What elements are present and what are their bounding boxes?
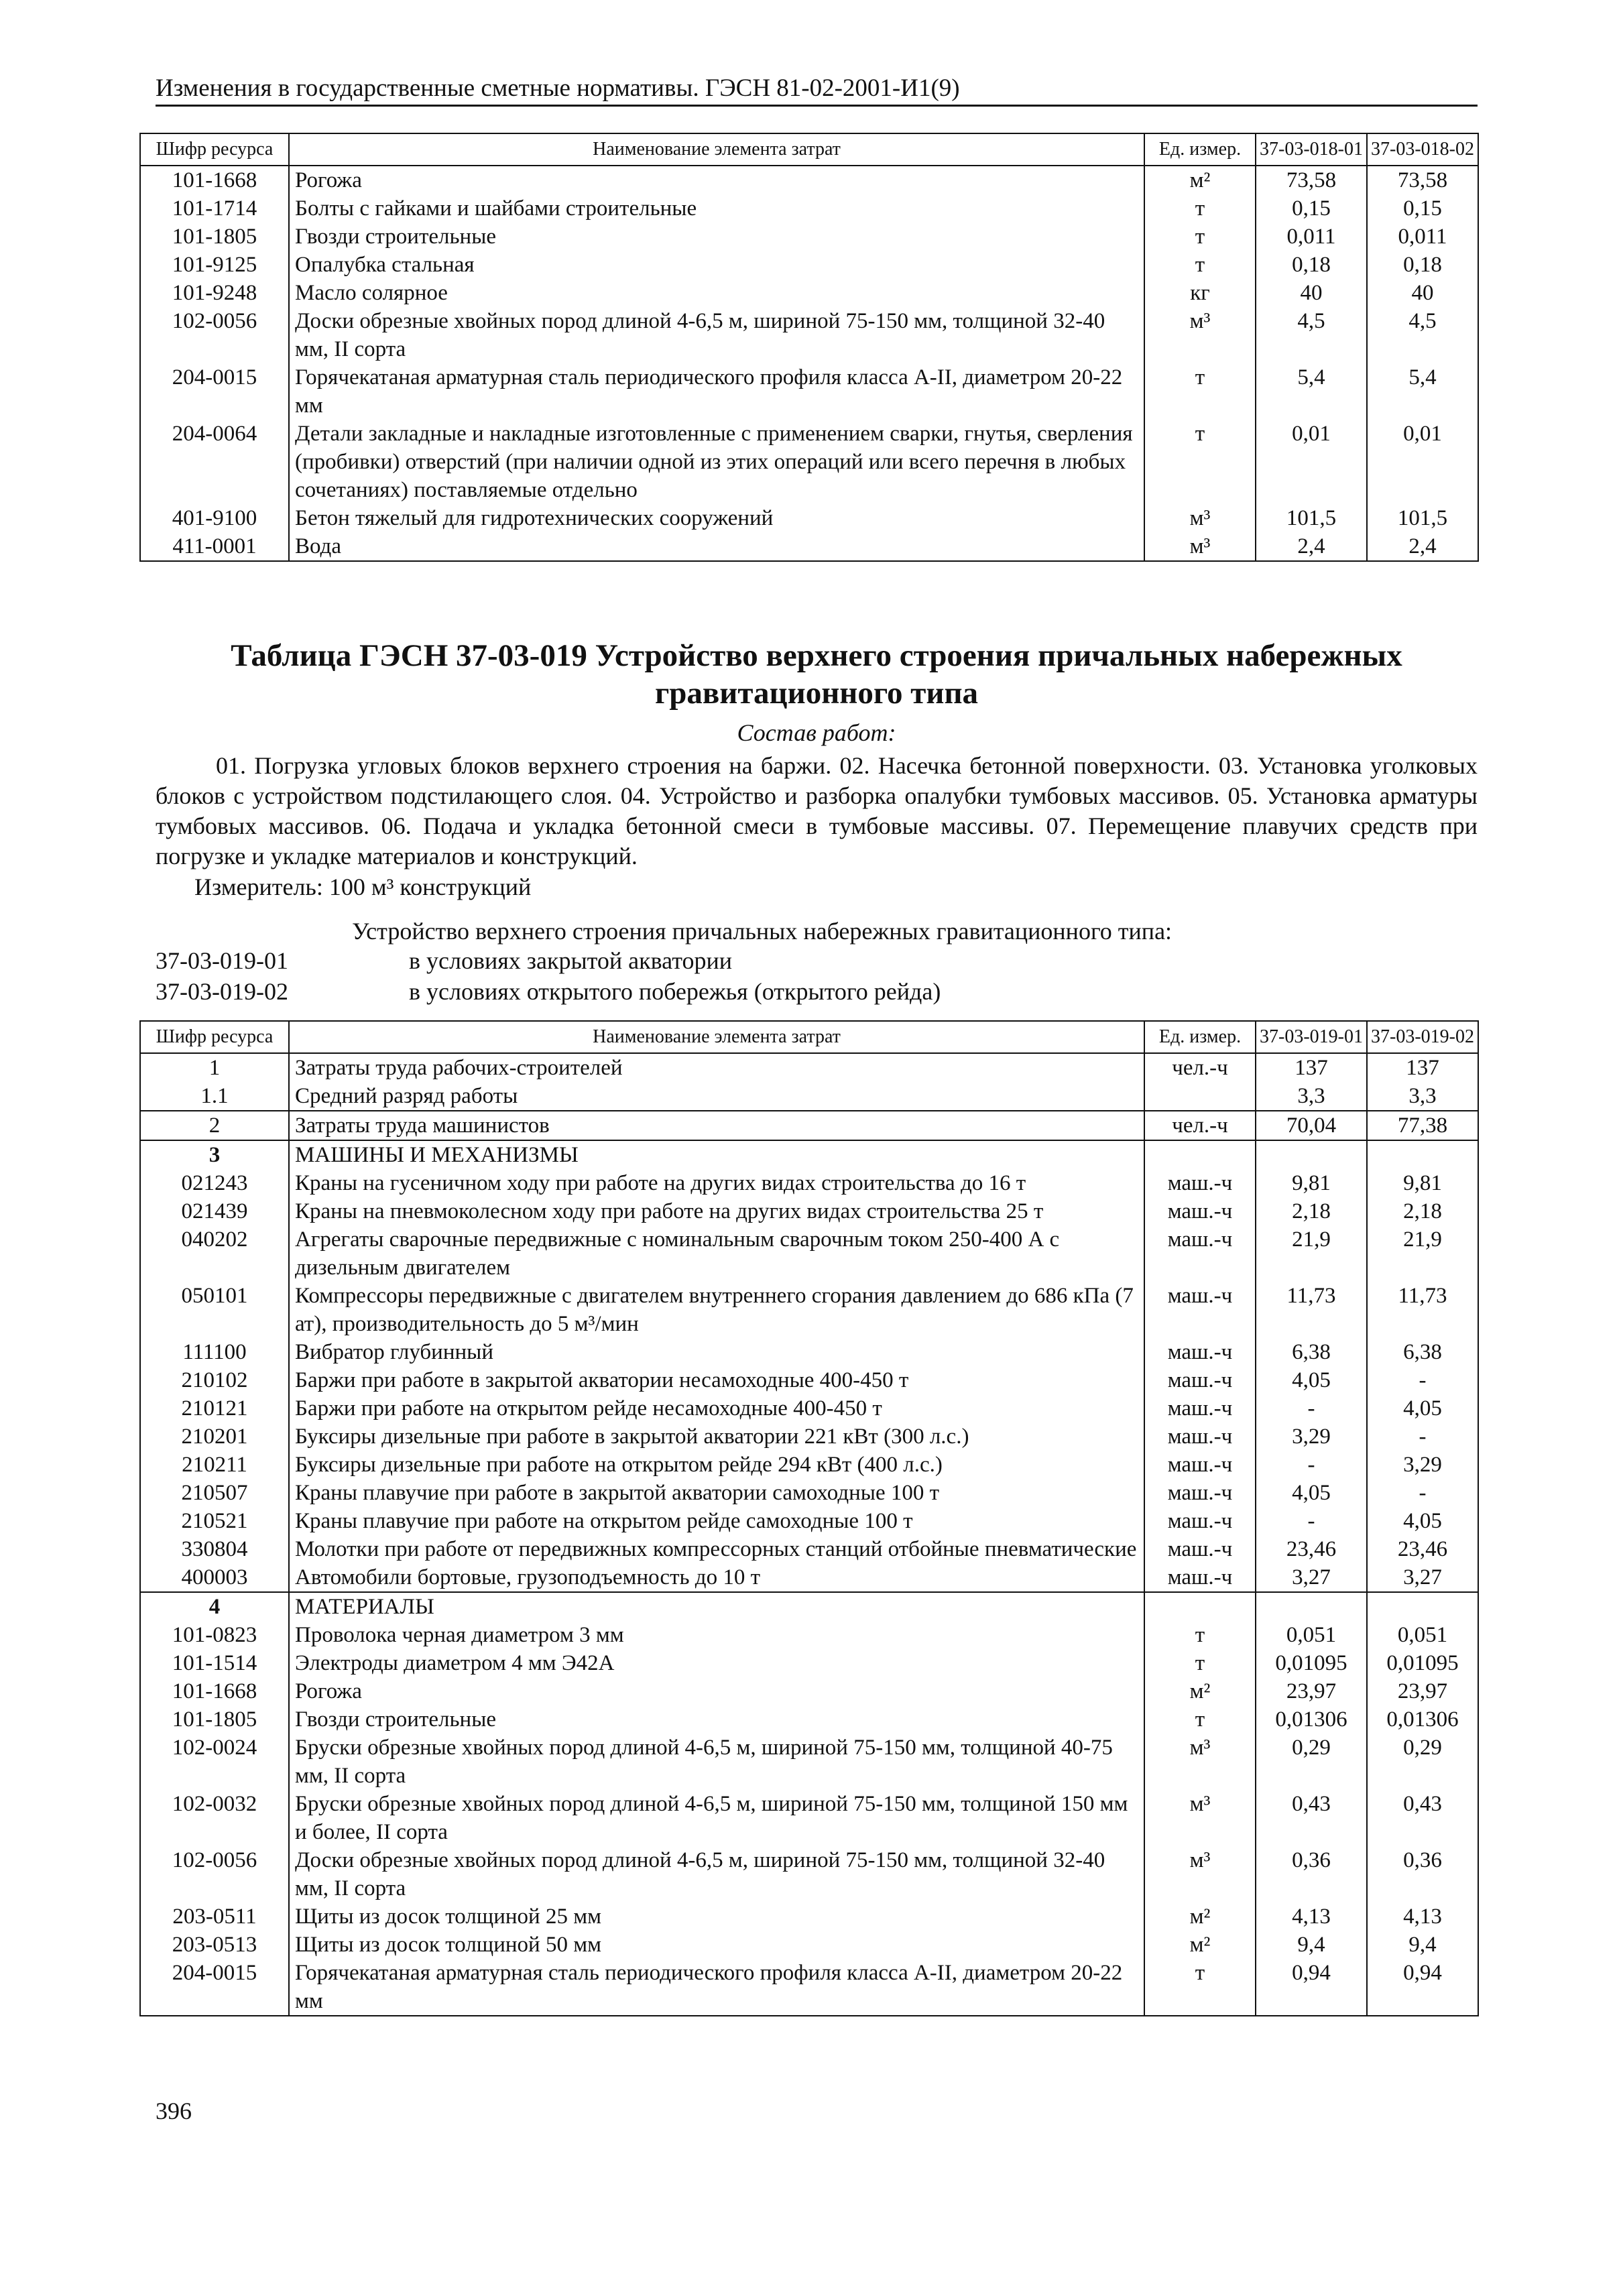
resource-code-cell: 400003 (140, 1563, 289, 1592)
value-cell: 77,38 (1367, 1111, 1478, 1140)
table-row (140, 1423, 1478, 1451)
value-cell: 0,29 (1367, 1734, 1478, 1790)
unit-cell: м² (1144, 1902, 1256, 1931)
variants-title: Устройство верхнего строения причальных набережных гравитационного типа: (352, 918, 1173, 945)
resource-name-cell: МАТЕРИАЛЫ (289, 1592, 1144, 1621)
table-header-row (140, 133, 1478, 166)
unit-cell: м³ (1144, 307, 1256, 363)
table-row (140, 1479, 1478, 1507)
value-cell: 9,4 (1256, 1931, 1367, 1959)
value-cell: 73,58 (1256, 166, 1367, 194)
value-cell (1367, 1592, 1478, 1621)
value-cell: 0,43 (1256, 1790, 1367, 1846)
value-cell: 0,051 (1367, 1621, 1478, 1649)
resource-code-cell: 210507 (140, 1479, 289, 1507)
resource-code-cell: 4 (140, 1592, 289, 1621)
unit-cell: маш.-ч (1144, 1197, 1256, 1225)
table-row (140, 279, 1478, 307)
table-row (140, 1535, 1478, 1563)
resource-name-cell: Молотки при работе от передвижных компрессорных станций отбойные пневматические (289, 1535, 1144, 1563)
value-cell: 3,3 (1256, 1082, 1367, 1111)
column-header: Шифр ресурса (140, 133, 289, 166)
value-cell: 0,43 (1367, 1790, 1478, 1846)
unit-cell: маш.-ч (1144, 1535, 1256, 1563)
resource-code-cell: 411-0001 (140, 532, 289, 561)
resource-code-cell: 102-0056 (140, 307, 289, 363)
resource-code-cell: 021439 (140, 1197, 289, 1225)
unit-cell: м² (1144, 1677, 1256, 1705)
table-row (140, 1790, 1478, 1846)
table-row (140, 1197, 1478, 1225)
unit-cell: чел.-ч (1144, 1053, 1256, 1082)
resource-name-cell: Краны на гусеничном ходу при работе на других видах строительства до 16 т (289, 1169, 1144, 1197)
unit-cell: маш.-ч (1144, 1423, 1256, 1451)
resource-name-cell: Доски обрезные хвойных пород длиной 4-6,5 м, шириной 75-150 мм, толщиной 32-40 мм, II сорта (289, 307, 1144, 363)
resource-code-cell: 101-1514 (140, 1649, 289, 1677)
resource-code-cell: 101-1805 (140, 1705, 289, 1734)
value-cell: 0,01306 (1367, 1705, 1478, 1734)
table-row (140, 1846, 1478, 1902)
resource-name-cell: Рогожа (289, 1677, 1144, 1705)
table-row (140, 1053, 1478, 1082)
resource-code-cell: 210121 (140, 1394, 289, 1423)
resource-code-cell: 210201 (140, 1423, 289, 1451)
meter-line: Измеритель: 100 м³ конструкций (194, 873, 532, 900)
resource-name-cell: Краны плавучие при работе на открытом рейде самоходные 100 т (289, 1507, 1144, 1535)
resource-code-cell: 203-0511 (140, 1902, 289, 1931)
unit-cell: т (1144, 251, 1256, 279)
table-row (140, 1282, 1478, 1338)
resource-name-cell: Бруски обрезные хвойных пород длиной 4-6,5 м, шириной 75-150 мм, толщиной 150 мм и более, II сорта (289, 1790, 1144, 1846)
value-cell (1367, 1140, 1478, 1169)
table-row (140, 223, 1478, 251)
value-cell: 0,01095 (1367, 1649, 1478, 1677)
resource-code-cell: 101-9125 (140, 251, 289, 279)
unit-cell: чел.-ч (1144, 1111, 1256, 1140)
value-cell: 23,97 (1367, 1677, 1478, 1705)
value-cell: 101,5 (1367, 504, 1478, 532)
value-cell: 3,29 (1256, 1423, 1367, 1451)
unit-cell: т (1144, 1621, 1256, 1649)
value-cell: 9,81 (1367, 1169, 1478, 1197)
resource-code-cell: 111100 (140, 1338, 289, 1366)
resource-code-cell: 102-0032 (140, 1790, 289, 1846)
resource-code-cell: 210521 (140, 1507, 289, 1535)
resource-name-cell: Баржи при работе на открытом рейде несамоходные 400-450 т (289, 1394, 1144, 1423)
variant-label: в условиях закрытой акватории (409, 947, 732, 974)
table-body (140, 166, 1478, 561)
resource-code-cell: 204-0015 (140, 1959, 289, 2016)
resource-code-cell: 040202 (140, 1225, 289, 1282)
value-cell: 0,15 (1367, 194, 1478, 223)
value-cell: 0,051 (1256, 1621, 1367, 1649)
resource-table-018 (139, 133, 1479, 562)
unit-cell: маш.-ч (1144, 1338, 1256, 1366)
resource-code-cell: 101-9248 (140, 279, 289, 307)
resource-code-cell: 3 (140, 1140, 289, 1169)
table-row (140, 1111, 1478, 1140)
column-header: Шифр ресурса (140, 1021, 289, 1053)
value-cell: 0,18 (1367, 251, 1478, 279)
value-cell: 70,04 (1256, 1111, 1367, 1140)
value-cell: 0,18 (1256, 251, 1367, 279)
value-cell: 2,18 (1367, 1197, 1478, 1225)
table-row (140, 504, 1478, 532)
value-cell: 2,18 (1256, 1197, 1367, 1225)
value-cell: - (1256, 1394, 1367, 1423)
table-row (140, 1225, 1478, 1282)
column-header: 37-03-018-01 (1256, 133, 1367, 166)
resource-code-cell: 101-1668 (140, 1677, 289, 1705)
unit-cell: т (1144, 363, 1256, 420)
variant-code: 37-03-019-02 (156, 978, 288, 1005)
resource-table-019 (139, 1020, 1479, 2016)
table-row (140, 1563, 1478, 1592)
unit-cell: маш.-ч (1144, 1169, 1256, 1197)
resource-name-cell: Доски обрезные хвойных пород длиной 4-6,5 м, шириной 75-150 мм, толщиной 32-40 мм, II сорта (289, 1846, 1144, 1902)
value-cell: - (1367, 1366, 1478, 1394)
unit-cell: маш.-ч (1144, 1225, 1256, 1282)
value-cell: 2,4 (1367, 532, 1478, 561)
resource-name-cell: Компрессоры передвижные с двигателем внутреннего сгорания давлением до 686 кПа (7 ат), производительность до 5 м³/мин (289, 1282, 1144, 1338)
value-cell: 73,58 (1367, 166, 1478, 194)
value-cell: 11,73 (1367, 1282, 1478, 1338)
resource-name-cell: Бруски обрезные хвойных пород длиной 4-6,5 м, шириной 75-150 мм, толщиной 40-75 мм, II сорта (289, 1734, 1144, 1790)
value-cell: 4,5 (1367, 307, 1478, 363)
table-row (140, 1394, 1478, 1423)
table-row (140, 1451, 1478, 1479)
value-cell: 0,011 (1256, 223, 1367, 251)
table-row (140, 1592, 1478, 1621)
resource-code-cell: 330804 (140, 1535, 289, 1563)
resource-code-cell: 101-0823 (140, 1621, 289, 1649)
value-cell: 0,36 (1256, 1846, 1367, 1902)
resource-code-cell: 204-0064 (140, 420, 289, 504)
unit-cell: т (1144, 194, 1256, 223)
table-row (140, 1734, 1478, 1790)
resource-name-cell: Буксиры дизельные при работе в закрытой акватории 221 кВт (300 л.с.) (289, 1423, 1144, 1451)
unit-cell: маш.-ч (1144, 1394, 1256, 1423)
value-cell: 23,97 (1256, 1677, 1367, 1705)
resource-code-cell: 210211 (140, 1451, 289, 1479)
unit-cell: кг (1144, 279, 1256, 307)
unit-cell: т (1144, 1649, 1256, 1677)
table-row (140, 1507, 1478, 1535)
resource-name-cell: Щиты из досок толщиной 50 мм (289, 1931, 1144, 1959)
variant-code: 37-03-019-01 (156, 947, 288, 974)
table-row (140, 1338, 1478, 1366)
table-row (140, 1621, 1478, 1649)
resource-code-cell: 1 (140, 1053, 289, 1082)
column-header: 37-03-019-02 (1367, 1021, 1478, 1053)
unit-cell: маш.-ч (1144, 1451, 1256, 1479)
resource-name-cell: Гвозди строительные (289, 223, 1144, 251)
value-cell: 3,3 (1367, 1082, 1478, 1111)
resource-code-cell: 401-9100 (140, 504, 289, 532)
resource-name-cell: Щиты из досок толщиной 25 мм (289, 1902, 1144, 1931)
value-cell: 4,5 (1256, 307, 1367, 363)
value-cell: 0,01 (1367, 420, 1478, 504)
value-cell: 9,81 (1256, 1169, 1367, 1197)
value-cell: 40 (1367, 279, 1478, 307)
unit-cell: маш.-ч (1144, 1507, 1256, 1535)
unit-cell: маш.-ч (1144, 1479, 1256, 1507)
unit-cell: м³ (1144, 504, 1256, 532)
value-cell: 0,36 (1367, 1846, 1478, 1902)
table-row (140, 1082, 1478, 1111)
resource-code-cell: 101-1714 (140, 194, 289, 223)
unit-cell: т (1144, 1959, 1256, 2016)
resource-name-cell: Опалубка стальная (289, 251, 1144, 279)
unit-cell: маш.-ч (1144, 1282, 1256, 1338)
unit-cell: маш.-ч (1144, 1563, 1256, 1592)
resource-name-cell: Краны плавучие при работе в закрытой акватории самоходные 100 т (289, 1479, 1144, 1507)
table-row (140, 1959, 1478, 2016)
resource-name-cell: Рогожа (289, 166, 1144, 194)
table-row (140, 532, 1478, 561)
unit-cell: м³ (1144, 1734, 1256, 1790)
value-cell: 4,05 (1256, 1366, 1367, 1394)
table-body (140, 1053, 1478, 2016)
unit-cell (1144, 1140, 1256, 1169)
resource-code-cell: 1.1 (140, 1082, 289, 1111)
resource-code-cell: 101-1805 (140, 223, 289, 251)
resource-name-cell: МАШИНЫ И МЕХАНИЗМЫ (289, 1140, 1144, 1169)
unit-cell: т (1144, 420, 1256, 504)
table-row (140, 1649, 1478, 1677)
resource-name-cell: Гвозди строительные (289, 1705, 1144, 1734)
resource-name-cell: Вода (289, 532, 1144, 561)
column-header: 37-03-018-02 (1367, 133, 1478, 166)
resource-name-cell: Детали закладные и накладные изготовленные с применением сварки, гнутья, сверления (пробивки) отверстий (при наличии одной из этих операций или всего перечня в любых сочетаниях) поставляемые отдельно (289, 420, 1144, 504)
unit-cell: т (1144, 1705, 1256, 1734)
resource-name-cell: Вибратор глубинный (289, 1338, 1144, 1366)
section-title: Таблица ГЭСН 37-03-019 Устройство верхнего строения причальных набережных гравитационного типа (231, 638, 1402, 711)
resource-name-cell: Агрегаты сварочные передвижные с номинальным сварочным током 250-400 А с дизельным двигателем (289, 1225, 1144, 1282)
column-header: Ед. измер. (1144, 133, 1256, 166)
value-cell: 2,4 (1256, 532, 1367, 561)
table-row (140, 420, 1478, 504)
value-cell: 6,38 (1256, 1338, 1367, 1366)
value-cell (1256, 1140, 1367, 1169)
value-cell: 0,01095 (1256, 1649, 1367, 1677)
value-cell: 11,73 (1256, 1282, 1367, 1338)
value-cell: 6,38 (1367, 1338, 1478, 1366)
unit-cell (1144, 1592, 1256, 1621)
value-cell: 9,4 (1367, 1931, 1478, 1959)
running-header: Изменения в государственные сметные нормативы. ГЭСН 81-02-2001-И1(9) (156, 74, 1478, 107)
resource-code-cell: 102-0024 (140, 1734, 289, 1790)
variant-row (156, 977, 941, 1006)
works-heading: Состав работ: (737, 719, 896, 746)
value-cell: - (1256, 1507, 1367, 1535)
table-row (140, 166, 1478, 194)
table-row (140, 1705, 1478, 1734)
value-cell: 21,9 (1256, 1225, 1367, 1282)
value-cell: 0,01 (1256, 420, 1367, 504)
resource-name-cell: Затраты труда машинистов (289, 1111, 1144, 1140)
value-cell: 0,29 (1256, 1734, 1367, 1790)
column-header: Ед. измер. (1144, 1021, 1256, 1053)
resource-name-cell: Баржи при работе в закрытой акватории несамоходные 400-450 т (289, 1366, 1144, 1394)
resource-name-cell: Затраты труда рабочих-строителей (289, 1053, 1144, 1082)
resource-name-cell: Бетон тяжелый для гидротехнических сооружений (289, 504, 1144, 532)
unit-cell (1144, 1082, 1256, 1111)
table-row (140, 1902, 1478, 1931)
value-cell: 4,05 (1367, 1507, 1478, 1535)
resource-name-cell: Буксиры дизельные при работе на открытом рейде 294 кВт (400 л.с.) (289, 1451, 1144, 1479)
resource-name-cell: Горячекатаная арматурная сталь периодического профиля класса А-II, диаметром 20-22 мм (289, 363, 1144, 420)
unit-cell: м³ (1144, 1846, 1256, 1902)
table-row (140, 1931, 1478, 1959)
value-cell: 23,46 (1367, 1535, 1478, 1563)
value-cell: 4,13 (1367, 1902, 1478, 1931)
table-row (140, 307, 1478, 363)
resource-code-cell: 203-0513 (140, 1931, 289, 1959)
value-cell: 0,94 (1367, 1959, 1478, 2016)
value-cell: - (1256, 1451, 1367, 1479)
value-cell: 137 (1256, 1053, 1367, 1082)
resource-name-cell: Краны на пневмоколесном ходу при работе на других видах строительства 25 т (289, 1197, 1144, 1225)
value-cell: 23,46 (1256, 1535, 1367, 1563)
resource-code-cell: 204-0015 (140, 363, 289, 420)
column-header: Наименование элемента затрат (289, 1021, 1144, 1053)
resource-code-cell: 2 (140, 1111, 289, 1140)
resource-name-cell: Масло солярное (289, 279, 1144, 307)
value-cell: 40 (1256, 279, 1367, 307)
resource-name-cell: Горячекатаная арматурная сталь периодического профиля класса А-II, диаметром 20-22 мм (289, 1959, 1144, 2016)
resource-name-cell: Средний разряд работы (289, 1082, 1144, 1111)
value-cell (1256, 1592, 1367, 1621)
table-row (140, 1140, 1478, 1169)
value-cell: 0,15 (1256, 194, 1367, 223)
value-cell: 3,27 (1256, 1563, 1367, 1592)
value-cell: 0,01306 (1256, 1705, 1367, 1734)
table-row (140, 1677, 1478, 1705)
resource-name-cell: Болты с гайками и шайбами строительные (289, 194, 1144, 223)
table-row (140, 1169, 1478, 1197)
value-cell: 5,4 (1367, 363, 1478, 420)
resource-code-cell: 102-0056 (140, 1846, 289, 1902)
resource-name-cell: Проволока черная диаметром 3 мм (289, 1621, 1144, 1649)
value-cell: 3,29 (1367, 1451, 1478, 1479)
unit-cell: м³ (1144, 532, 1256, 561)
unit-cell: маш.-ч (1144, 1366, 1256, 1394)
table-row (140, 363, 1478, 420)
variant-label: в условиях открытого побережья (открытого рейда) (409, 978, 941, 1005)
resource-code-cell: 210102 (140, 1366, 289, 1394)
value-cell: 3,27 (1367, 1563, 1478, 1592)
value-cell: 0,011 (1367, 223, 1478, 251)
value-cell: - (1367, 1479, 1478, 1507)
resource-name-cell: Автомобили бортовые, грузоподъемность до 10 т (289, 1563, 1144, 1592)
unit-cell: т (1144, 223, 1256, 251)
value-cell: 4,05 (1256, 1479, 1367, 1507)
column-header: 37-03-019-01 (1256, 1021, 1367, 1053)
unit-cell: м² (1144, 1931, 1256, 1959)
unit-cell: м² (1144, 166, 1256, 194)
value-cell: 5,4 (1256, 363, 1367, 420)
table-header-row (140, 1021, 1478, 1053)
value-cell: 4,05 (1367, 1394, 1478, 1423)
value-cell: 21,9 (1367, 1225, 1478, 1282)
unit-cell: м³ (1144, 1790, 1256, 1846)
page-number: 396 (156, 2098, 192, 2124)
works-description: 01. Погрузка угловых блоков верхнего строения на баржи. 02. Насечка бетонной поверхности. 03. Установка уголковых блоков с устройством подстилающего слоя. 04. Устройство и разборка опалубки тумбовых массивов. 05. Установка арматуры тумбовых массивов. 06. Подача и укладка бетонной смеси в тумбовые массивы. 07. Перемещение плавучих средств при погрузке и укладке материалов и конструкций. (156, 752, 1478, 869)
resource-code-cell: 050101 (140, 1282, 289, 1338)
value-cell: - (1367, 1423, 1478, 1451)
value-cell: 4,13 (1256, 1902, 1367, 1931)
table-row (140, 194, 1478, 223)
variant-row (156, 947, 732, 975)
column-header: Наименование элемента затрат (289, 133, 1144, 166)
value-cell: 137 (1367, 1053, 1478, 1082)
value-cell: 0,94 (1256, 1959, 1367, 2016)
value-cell: 101,5 (1256, 504, 1367, 532)
resource-code-cell: 021243 (140, 1169, 289, 1197)
resource-name-cell: Электроды диаметром 4 мм Э42А (289, 1649, 1144, 1677)
table-row (140, 251, 1478, 279)
resource-code-cell: 101-1668 (140, 166, 289, 194)
table-row (140, 1366, 1478, 1394)
